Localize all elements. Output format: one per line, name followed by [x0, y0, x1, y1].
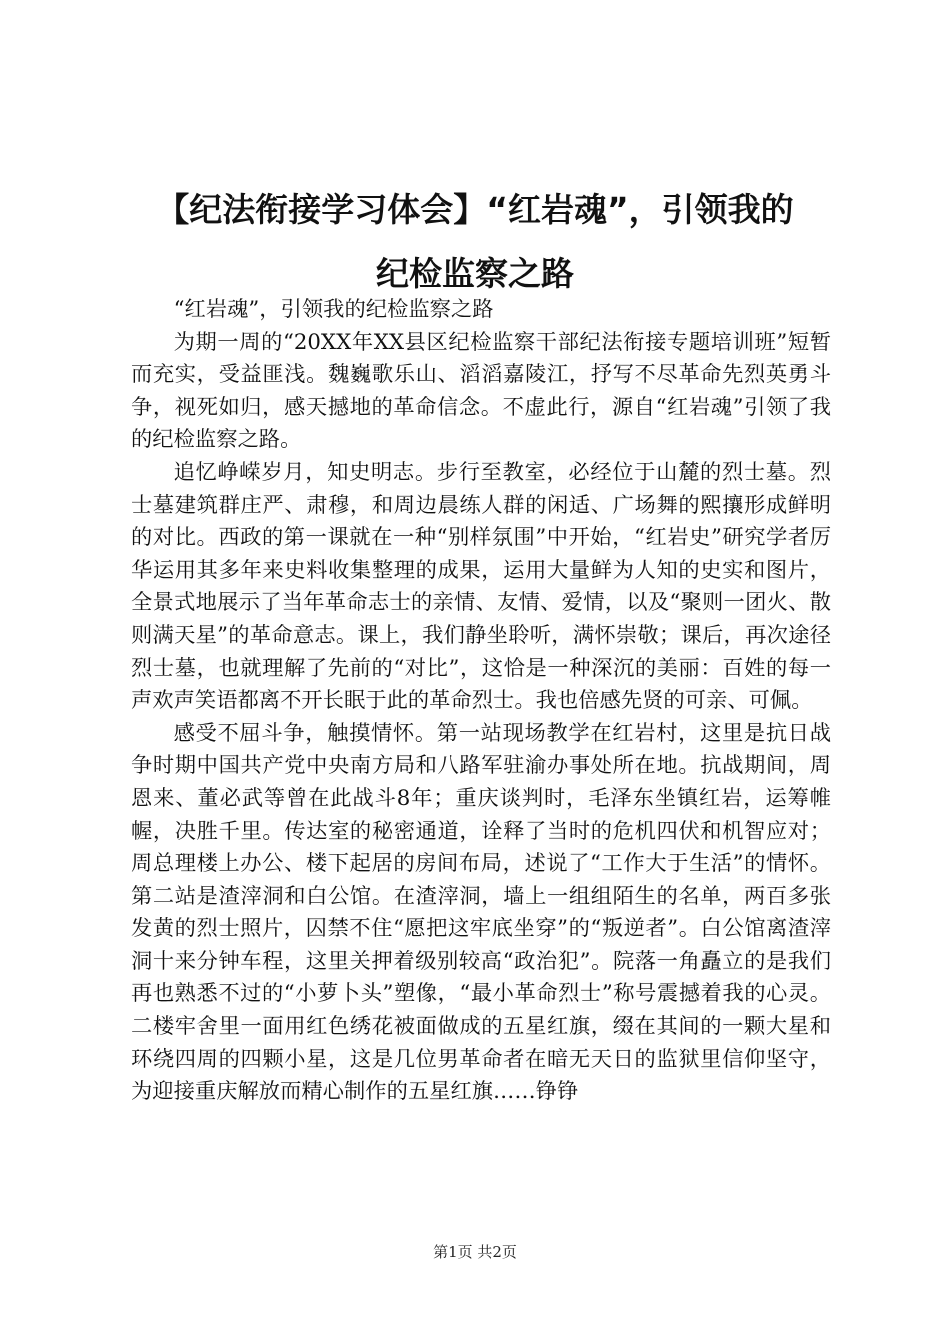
- subtitle-paragraph: “红岩魂”，引领我的纪检监察之路: [173, 297, 494, 322]
- page-footer: 第1页 共2页: [433, 1243, 517, 1261]
- title-line-1: 【纪法衔接学习体会】“红岩魂”，引领我的: [156, 190, 794, 229]
- body-paragraph-1: 为期一周的“20XX年XX县区纪检监察干部纪法衔接专题培训班”短暂而充实，受益匪浅。魏巍歌乐山、滔滔嘉陵江，抒写不尽革命先烈英勇斗争，视死如归，感天撼地的革命信念。不虚此行，源自“红岩魂”引领了我的纪检监察之路。: [131, 329, 831, 453]
- document-title: [100, 178, 850, 306]
- title-line-2: 纪检监察之路: [376, 254, 574, 293]
- body-paragraph-3: 感受不屈斗争，触摸情怀。第一站现场教学在红岩村，这里是抗日战争时期中国共产党中央南方局和八路军驻渝办事处所在地。抗战期间，周恩来、董必武等曾在此战斗8年；重庆谈判时，毛泽东坐镇红岩，运筹帷幄，决胜千里。传达室的秘密通道，诠释了当时的危机四伏和机智应对；周总理楼上办公、楼下起居的房间布局，述说了“工作大于生活”的情怀。第二站是渣滓洞和白公馆。在渣滓洞，墙上一组组陌生的名单，两百多张发黄的烈士照片，囚禁不住“愿把这牢底坐穿”的“叛逆者”。白公馆离渣滓洞十来分钟车程，这里关押着级别较高“政治犯”。院落一角矗立的是我们再也熟悉不过的“小萝卜头”塑像，“最小革命烈士”称号震撼着我的心灵。二楼牢舍里一面用红色绣花被面做成的五星红旗，缀在其间的一颗大星和环绕四周的四颗小星，这是几位男革命者在暗无天日的监狱里信仰坚守，为迎接重庆解放而精心制作的五星红旗……铮铮: [131, 720, 831, 1105]
- body-paragraph-2: 追忆峥嵘岁月，知史明志。步行至教室，必经位于山麓的烈士墓。烈士墓建筑群庄严、肃穆，和周边晨练人群的闲适、广场舞的熙攘形成鲜明的对比。西政的第一课就在一种“别样氛围”中开始，“红岩史”研究学者厉华运用其多年来史料收集整理的成果，运用大量鲜为人知的史实和图片，全景式地展示了当年革命志士的亲情、友情、爱情，以及“聚则一团火、散则满天星”的革命意志。课上，我们静坐聆听，满怀崇敬；课后，再次途径烈士墓，也就理解了先前的“对比”，这恰是一种深沉的美丽：百姓的每一声欢声笑语都离不开长眠于此的革命烈士。我也倍感先贤的可亲、可佩。: [131, 459, 831, 714]
- document-body: [131, 294, 831, 1109]
